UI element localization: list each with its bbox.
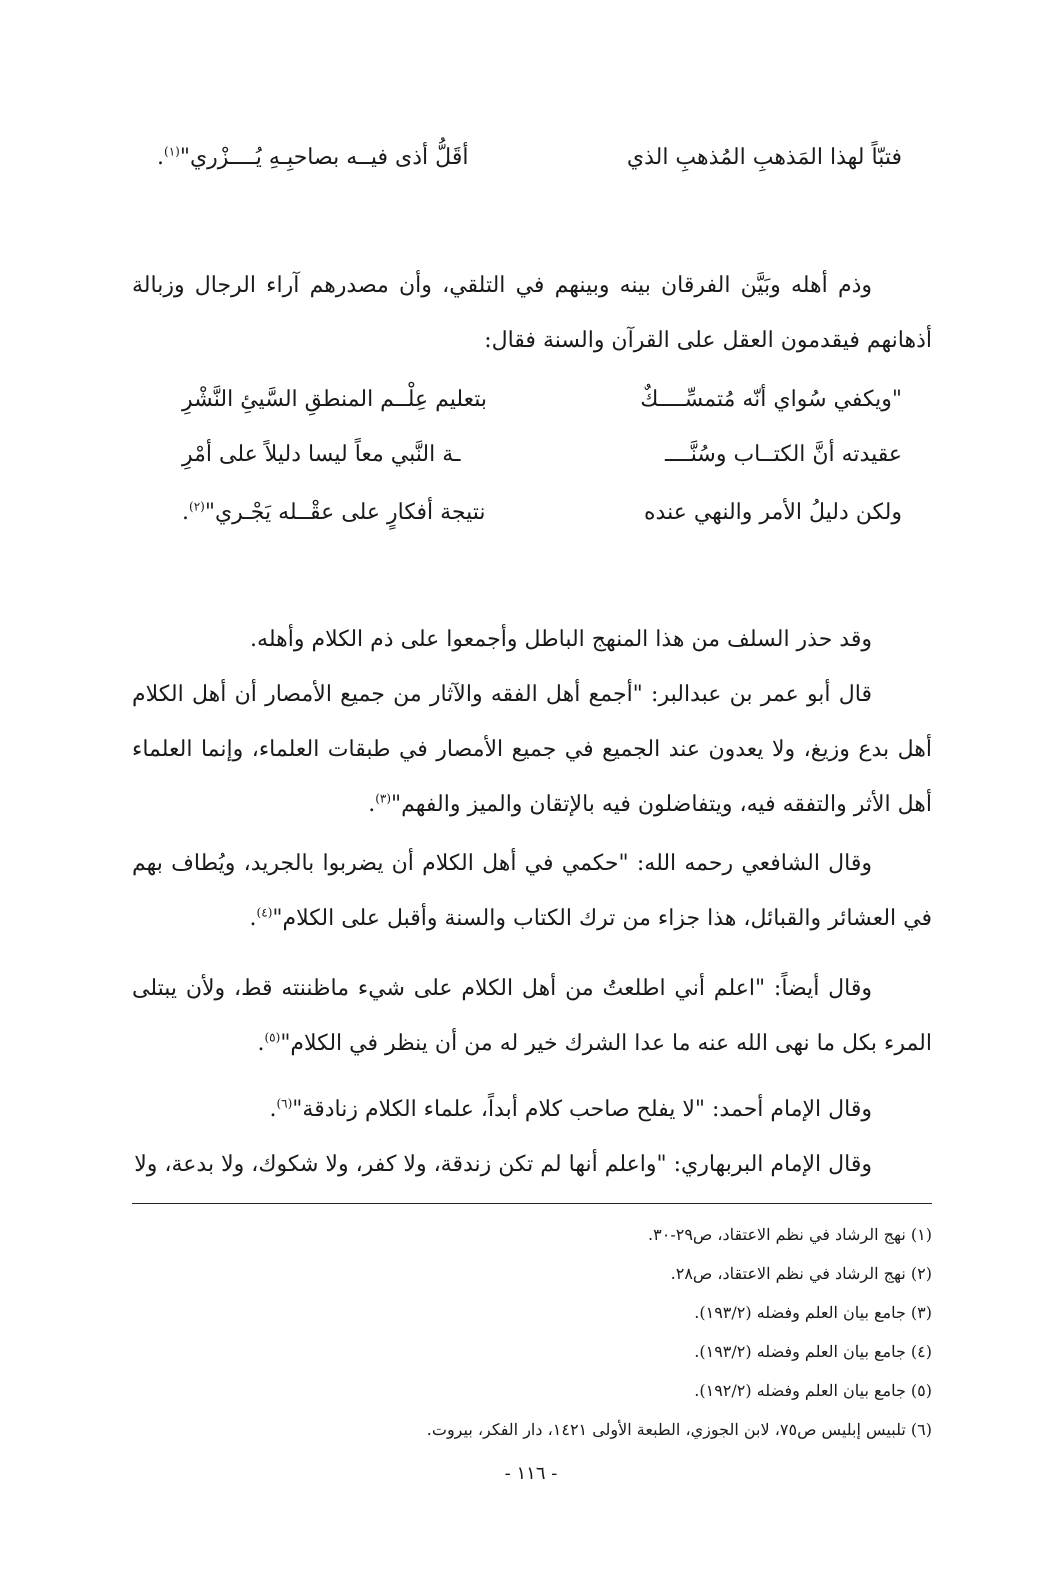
footnote-marker: (٢): [189, 499, 205, 514]
verse-second-hemistich: ـة النَّبي معاً ليسا دليلاً على أمْرِ: [182, 442, 461, 467]
footnote: (١) نهج الرشاد في نظم الاعتقاد، ص٢٩-٣٠.: [648, 1225, 932, 1244]
footnote: (٣) جامع بيان العلم وفضله (١٩٣/٢).: [694, 1303, 932, 1322]
footnote: (٤) جامع بيان العلم وفضله (١٩٣/٢).: [694, 1342, 932, 1361]
footnote-marker: (١): [164, 144, 180, 159]
footnotes: [132, 1222, 932, 1456]
verse-first-hemistich: فتبّاً لهذا المَذهبِ المُذهبِ الذي: [626, 145, 902, 170]
verse-second-hemistich: بتعليم عِلْــم المنطقِ السَّيئِ النَّشْرِ: [182, 387, 488, 412]
footnote: (٢) نهج الرشاد في نظم الاعتقاد، ص٢٨.: [670, 1264, 932, 1283]
footnote-marker: (٤): [256, 905, 273, 920]
paragraph: وقال الإمام البربهاري: "واعلم أنها لم تكن زندقة، ولا كفر، ولا شكوك، ولا بدعة، ولا: [134, 1152, 872, 1177]
verse-first-hemistich: "ويكفي سُواي أنّه مُتمسِّــــكٌ: [640, 387, 902, 412]
footnote-separator: [132, 1203, 932, 1204]
paragraph: وقال الشافعي رحمه الله: "حكمي في أهل الكلام أن يضربوا بالجريد، ويُطاف بهم في العشائر والقبائل، هذا جزاء من ترك الكتاب والسنة وأقبل على الكلام"$^{(٤)}$.: [132, 851, 932, 931]
paragraph-line: فيقدمون العقل على القرآن والسنة فقال:: [484, 328, 860, 353]
verse-line: [182, 386, 902, 415]
verse-second-hemistich: أقَلُّ أذى فيــه بصاحبِـهِ يُــــزْري"$^{(١)}$.: [157, 144, 469, 170]
footnote: (٥) جامع بيان العلم وفضله (١٩٢/٢).: [694, 1381, 932, 1400]
paragraph-line: وذم أهله وبَيَّن الفرقان بينه وبينهم في التلقي، وأن مصدرهم آراء الرجال وزبالة أذهانهم: [132, 273, 932, 353]
paragraph: وقال أيضاً: "اعلم أني اطلعتُ من أهل الكلام على شيء ماظننته قط، ولأن يبتلى المرء بكل ما نهى الله عنه ما عدا الشرك خير له من أن ينظر في الكلام"$^{(٥)}$.: [132, 976, 932, 1056]
footnote-marker: (٥): [264, 1030, 281, 1045]
footnote: (٦) تلبيس إبليس ص٧٥، لابن الجوزي، الطبعة الأولى ١٤٢١، دار الفكر، بيروت.: [426, 1420, 932, 1439]
verse-line: [182, 499, 902, 528]
paragraph: وقال الإمام أحمد: "لا يفلح صاحب كلام أبداً، علماء الكلام زنادقة"$^{(٦)}$.: [269, 1096, 872, 1122]
verse-line: [182, 441, 902, 470]
verse-first-hemistich: عقيدته أنَّ الكتــاب وسُنَّــــ: [665, 442, 902, 467]
verse-line: [157, 144, 902, 173]
paragraph: وقد حذر السلف من هذا المنهج الباطل وأجمعوا على ذم الكلام وأهله.: [250, 627, 872, 652]
page-number: - ١١٦ -: [504, 1463, 558, 1484]
verse-first-hemistich: ولكن دليلُ الأمر والنهي عنده: [644, 500, 902, 525]
paragraph: قال أبو عمر بن عبدالبر: "أجمع أهل الفقه والآثار من جميع الأمصار أن أهل الكلام أهل بدع وزيغ، ولا يعدون عند الجميع في جميع الأمصار في طبقات العلماء، وإنما العلماء أهل الأثر والتفقه فيه، ويتفاضلون فيه بالإتقان والميز والفهم"$^{(٣)}$.: [132, 682, 932, 817]
footnote-marker: (٣): [375, 791, 392, 806]
verse-second-hemistich: نتيجة أفكارٍ على عقْــله يَجْـري"$^{(٢)}$.: [182, 499, 486, 525]
footnote-marker: (٦): [276, 1096, 293, 1111]
paragraph: [132, 258, 932, 368]
